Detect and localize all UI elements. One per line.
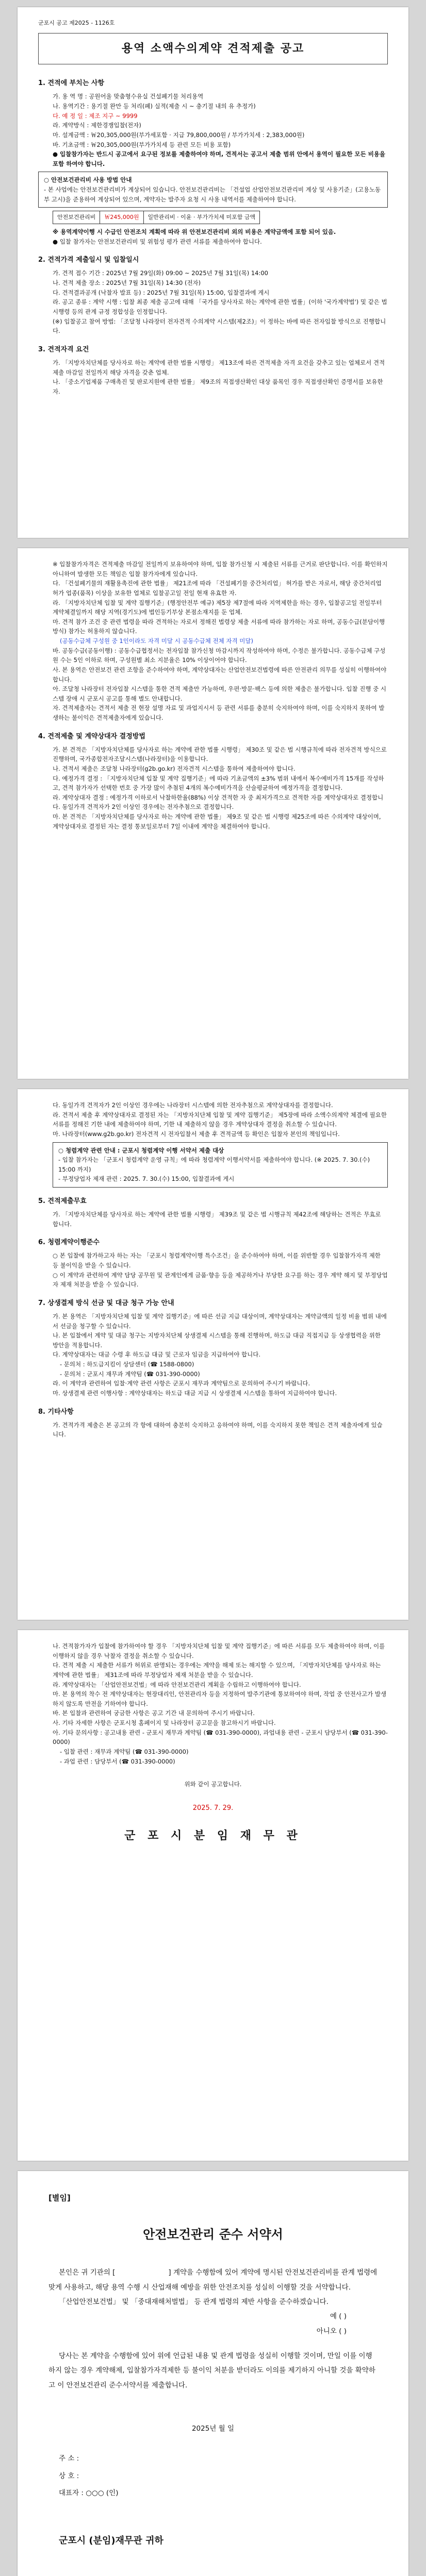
- s7-line-1: 가. 본 용역은 「지방자치단체 입찰 및 계약 집행기준」에 따른 선금 지급 대상이며, 계약상대자는 계약금액의 일정 비율 범위 내에서 선금을 청구할 수 있습니다.: [53, 1312, 387, 1330]
- p4-line-2: 다. 견적 제출 시 제출한 서류가 허위로 판명되는 경우에는 계약을 해제 또는 해지할 수 있으며, 「지방자치단체를 당사자로 하는 계약에 관한 법률」 제31조에 따라 부정당업자 제재 처분을 받을 수 있습니다.: [53, 1662, 383, 1679]
- pledge-date: 2025년 월 일: [191, 2424, 235, 2433]
- pledge-yes: 예 ( ): [330, 2312, 347, 2321]
- s1-line-3: 다. 예 정 일 : 제조 지구 ~ 9999: [53, 112, 138, 120]
- p3-line-2: 라. 견적서 제출 후 계약상대자로 결정된 자는 「지방자치단체 입찰 및 계약 집행기준」 제5장에 따라 소액수의계약 체결에 필요한 서류를 정해진 기한 내에 제출하여야 하며, 기한 내 제출하지 않을 경우 계약상대자 결정을 취소할 수 있습니다.: [53, 1111, 389, 1128]
- document-number: 군포시 공고 제2025 - 1126호: [38, 20, 115, 26]
- s2-line-4: 라. 공고 종류 : 계약 시행 : 입찰 최종 제출 공고에 대해 「국가를 당사자로 하는 계약에 관한 법률」(이하 '국가계약법') 및 같은 법 시행령 등의 관계 규정 정합성을 인정합니다.: [53, 298, 389, 315]
- notice-line-2: - 입찰 참가자는 「군포시 청렴계약 운영 규칙」에 따라 청렴계약 이행서약서를 제출하여야 합니다. (※ 2025. 7. 30.(수) 15:00 까지): [58, 1156, 372, 1173]
- pledge-title: 안전보건관리 준수 서약서: [143, 2227, 283, 2242]
- document-page-5: [18, 2171, 408, 2576]
- p2-line-7: 사. 본 용역은 안전보건 관련 조항을 준수하여야 하며, 계약상대자는 산업안전보건법령에 따른 안전관리 의무를 성실히 이행하여야 합니다.: [53, 666, 388, 683]
- notice-title-box: [38, 33, 388, 65]
- s1-line-1: 가. 용 역 명 : 공원어울 맞춤형수유실 건설폐기물 처리용역: [53, 93, 204, 100]
- s4-line-2: 나. 견적서 제출은 조달청 나라장터(g2b.go.kr) 전자견적 시스템을 통하여 제출하여야 합니다.: [53, 765, 296, 772]
- p2-line-3: 라. 「지방자치단체 입찰 및 계약 집행기준」(행정안전부 예규) 제5장 제7절에 따라 지역제한을 하는 경우, 입찰공고일 전일부터 계약체결일까지 해당 지역(경기도)에 법인등기부상 본점소재지를 둔 업체.: [53, 599, 384, 616]
- section-6-title: 6. 청렴계약이행준수: [38, 1239, 100, 1247]
- s1-line-5: 마. 설계금액 : ￦20,305,000원(부가세포함 · 지급 79,800,000원 / 부가가치세 : 2,383,000원): [53, 131, 305, 139]
- s4-line-1: 가. 본 견적은 「지방자치단체를 당사자로 하는 계약에 관한 법률 시행령」 제30조 및 같은 법 시행규칙에 따라 전자견적 방식으로 진행하며, 국가종합전자조달시스템(나라장터)을 이용합니다.: [53, 745, 389, 763]
- section-7-title: 7. 상생결제 방식 선금 및 대금 청구 가능 안내: [38, 1299, 174, 1307]
- p4-line-5: 바. 본 입찰과 관련하여 궁금한 사항은 공고 기간 내 문의하여 주시기 바랍니다.: [53, 1709, 255, 1717]
- notice-line-3: - 부정당업자 제재 관련 : 2025. 7. 30.(수) 15:00, 입찰결과에 게시: [58, 1175, 235, 1183]
- s1-line-4: 라. 계약방식 : 제한경쟁입찰(전자): [53, 122, 141, 129]
- pledge-body: [48, 2265, 378, 2393]
- s7-line-6: 라. 이 계약과 관련하여 입찰·계약 관련 사항은 군포시 재무과 계약팀으로 문의하여 주시기 바랍니다.: [53, 1380, 310, 1387]
- s5-line-1: 가. 「지방자치단체를 당사자로 하는 계약에 관한 법률 시행령」 제39조 및 같은 법 시행규칙 제42조에 해당하는 견적은 무효로 합니다.: [53, 1211, 383, 1228]
- s7-line-5: - 문의처 : 군포시 재무과 계약팀 (☎ 031-390-0000): [60, 1370, 200, 1378]
- p2-line-4: 마. 견적 참가 조건 중 관련 법령을 따라 견적하는 자로서 정해진 법령상 제출 서류에 따라 참가하는 자로 하며, 공동수급(분담이행방식) 참가는 허용하지 않습니다.: [53, 618, 385, 635]
- table-cell: 안전보건관리비: [53, 211, 100, 224]
- notice-title: 용역 소액수의계약 견적제출 공고: [121, 42, 305, 55]
- s2-line-3: 다. 견적결과공개 (낙찰자 발표 등) : 2025년 7월 31일(목) 15:00, 입찰결과에 게시: [53, 289, 270, 296]
- p3-line-1: 다. 동일가격 견적자가 2인 이상인 경우에는 나라장터 시스템에 의한 전자추첨으로 계약상대자를 결정합니다.: [53, 1101, 333, 1109]
- s6-line-1: ○ 본 입찰에 참가하고자 하는 자는 「군포시 청렴계약이행 특수조건」을 준수하여야 하며, 이를 위반할 경우 입찰참가자격 제한 등 불이익을 받을 수 있습니다.: [53, 1252, 383, 1269]
- s1-line-8: ○ 안전보건관리비 사용 방법 안내: [44, 176, 132, 184]
- s7-line-3: 다. 계약상대자는 대금 수령 후 하도급 대금 및 근로자 임금을 지급하여야 합니다.: [53, 1351, 261, 1359]
- p2-line-9: 자. 견적제출자는 견적서 제출 전 현장 설명 자료 및 과업지시서 등 관련 서류를 충분히 숙지하여야 하며, 이를 숙지하지 못하여 발생하는 불이익은 견적제출자에게 있습니다.: [53, 704, 385, 721]
- issuing-organization: 군 포 시 분 임 재 무 관: [124, 1829, 302, 1842]
- p4-list-2: - 과업 관련 : 담당부서 (☎ 031-390-0000): [60, 1757, 175, 1765]
- s6-line-2: ○ 이 계약과 관련하여 계약 담당 공무원 및 관계인에게 금품·향응 등을 제공하거나 부당한 요구를 하는 경우 계약 해지 및 부정당업자 제재 처분을 받을 수 있습니다.: [53, 1271, 388, 1289]
- s2-line-2: 나. 견적 제출 장소 : 2025년 7월 31일(목) 14:30 (전자): [53, 279, 201, 287]
- integrity-notice-box: [53, 1142, 388, 1188]
- pledge-no: 아니오 ( ): [316, 2327, 347, 2335]
- section-1-title: 1. 견적에 부치는 사항: [38, 79, 105, 88]
- s3-line-1: 가. 「지방자치단체를 당사자로 하는 계약에 관한 법률 시행령」 제13조에 따른 견적제출 자격 요건을 갖추고 있는 업체로서 견적 제출 마감일 전일까지 해당 자격을 갖춘 업체.: [53, 359, 387, 376]
- s1-line-7: ● 입찰참가자는 반드시 공고에서 요구된 정보를 제출하여야 하며, 견적서는 공고서 제출 범위 안에서 용역이 필요한 모든 비용을 포함 하여야 합니다.: [53, 150, 388, 167]
- notice-line-1: ○ 청렴계약 관련 안내 : 군포시 청렴계약 이행 서약서 제출 대상: [58, 1146, 224, 1154]
- closing-text: 위와 같이 공고합니다.: [184, 1781, 242, 1788]
- p2-line-6: 바. 공동수급(공동이행) : 공동수급협정서는 전자입찰 참가신청 마감시까지 작성하여야 하며, 수정은 불가합니다. 공동수급체 구성원 수는 5인 이하로 하며, 구성원별 최소 지분율은 10% 이상이어야 합니다.: [53, 647, 386, 664]
- s4-line-5: 마. 본 견적은 「지방자치단체를 당사자로 하는 계약에 관한 법률」 제9조 및 같은 법 시행령 제25조에 따른 수의계약 대상이며, 계약상대자로 결정된 자는 결정 통보일로부터 7일 이내에 계약을 체결하여야 합니다.: [53, 813, 383, 830]
- s2-line-5: (※) 입찰공고 참여 방법: 「조달청 나라장터 전자견적 수의계약 시스템(제2조)」이 정하는 바에 따른 전자입찰 방식으로 진행합니다.: [53, 317, 386, 335]
- p4-line-1: 나. 견적참가자가 입찰에 참가하여야 할 경우 「지방자치단체 입찰 및 계약 집행기준」에 따른 서류를 모두 제출하여야 하며, 이를 이행하지 않을 경우 낙찰자 결정을 취소할 수 있습니다.: [53, 1642, 387, 1659]
- section-4-title: 4. 견적제출 및 계약상대자 결정방법: [38, 732, 145, 740]
- notice-date: 2025. 7. 29.: [192, 1804, 234, 1812]
- attachment-tag: [별임]: [48, 2193, 71, 2202]
- safety-cost-notice: [38, 172, 388, 208]
- p2-line-8: 아. 조달청 나라장터 전자입찰 시스템을 통한 견적 제출만 가능하며, 우편·방문·팩스 등에 의한 제출은 불가합니다. 입찰 진행 중 시스템 장애 시 군포시 공고를 통해 별도 안내합니다.: [53, 685, 386, 702]
- p4-list-1: - 입찰 관련 : 재무과 계약팀 (☎ 031-390-0000): [60, 1748, 189, 1755]
- p4-line-6: 사. 기타 자세한 사항은 군포시청 홈페이지 및 나라장터 공고문을 참고하시기 바랍니다.: [53, 1719, 276, 1726]
- s1-line-2: 나. 용역기간 : 용기절 완만 등 처리(폐) 실적(제출 시 ~ 충기절 내의 유 추정가): [53, 103, 256, 110]
- s4-line-3: 다. 예정가격 결정 : 「지방자치단체 입찰 및 계약 집행기준」에 따라 기초금액의 ±3% 범위 내에서 복수예비가격 15개를 작성하고, 견적 참가자가 선택한 번호 중 가장 많이 추첨된 4개의 복수예비가격을 산술평균하여 예정가격을 결정합니다.: [53, 774, 384, 792]
- p4-line-3: 라. 계약상대자는 「산업안전보건법」에 따라 안전보건관리 계획을 수립하고 이행하여야 합니다.: [53, 1681, 301, 1688]
- s1-line-6: 바. 기초금액 : ￦20,305,000원(부가가치세 등 관련 모든 비용 포함): [53, 141, 231, 148]
- s1-line-9: - 본 사업에는 안전보건관리비가 계상되어 있습니다. 안전보건관리비는 「건설업 산업안전보건관리비 계상 및 사용기준」(고용노동부 고시)을 준용하여 계상되어 있으며, 계약자는 발주자 요청 시 사용 내역서를 제출하여야 합니다.: [44, 186, 381, 203]
- section-2-title: 2. 견적가격 제출일시 및 입찰일시: [38, 256, 139, 264]
- document-page-3: [18, 1089, 408, 1620]
- document-page-4: [18, 1630, 408, 2161]
- pledge-paragraph-2: 「산업안전보건법」 및 「중대재해처벌법」 등 관계 법령의 제반 사항을 준수하겠습니다.: [59, 2297, 329, 2306]
- p2-line-5: (공동수급체 구성원 중 1인이라도 자격 미달 시 공동수급체 전체 자격 미달): [60, 637, 254, 645]
- company-field: 상 호 :: [59, 2471, 79, 2480]
- s7-line-2: 나. 본 입찰에서 계약 및 대금 청구는 지방자치단체 상생결제 시스템을 통해 진행하며, 하도급 대금 직접지급 등 상생협력을 위한 방안을 적용합니다.: [53, 1332, 383, 1349]
- pledge-paragraph-1: 본인은 귀 기관의 [ ] 계약을 수행함에 있어 계약에 명시된 안전보건관리비를 관계 법령에 맞게 사용하고, 해당 용역 수행 시 산업재해 예방을 위한 안전조치를 성실히 이행할 것을 서약합니다.: [48, 2268, 380, 2292]
- s8-line-1: 가. 견적가격 제출은 본 공고의 각 항에 대하여 충분히 숙지하고 응하여야 하며, 이를 숙지하지 못한 책임은 견적 제출자에게 있습니다.: [53, 1421, 383, 1438]
- p3-line-3: 마. 나라장터(www.g2b.go.kr) 전자견적 시 전자입찰서 제출 후 견적금액 등 확인은 입찰자 본인의 책임입니다.: [53, 1130, 340, 1138]
- pledge-paragraph-3: 당사는 본 계약을 수행함에 있어 위에 언급된 내용 및 관계 법령을 성실히 이행할 것이며, 만일 이를 이행하지 않는 경우 계약해제, 입찰참가자격제한 등 불이익 처분을 받더라도 이의를 제기하지 아니할 것을 확약하고 이 안전보건관리 준수서약서를 제출합니다.: [48, 2351, 375, 2389]
- p2-line-2: 다. 「건설폐기물의 재활용촉진에 관한 법률」 제21조에 따라 「건설폐기물 중간처리업」 허가를 받은 자로서, 해당 중간처리업 허가 업종(품목) 이상을 보유한 업체로 입찰공고일 전일 현재 유효한 자.: [53, 580, 384, 597]
- table-cell: ￦245,000원: [100, 211, 143, 224]
- s1-after-1: ※ 용역계약이행 시 수급인 안전조치 계획에 따라 위 안전보건관리비 외의 비용은 계약금액에 포함 되어 있음.: [53, 228, 336, 236]
- s7-line-7: 마. 상생결제 관련 이행사항 : 계약상대자는 하도급 대금 지급 시 상생결제 시스템을 통하여 지급하여야 합니다.: [53, 1389, 337, 1397]
- pledge-recipient: 군포시 (분임)재무관 귀하: [59, 2535, 163, 2547]
- s4-line-4: 라. 계약상대자 결정 : 예정가격 이하로서 낙찰하한율(88%) 이상 견적한 자 중 최저가격으로 견적한 자를 계약상대자로 결정합니다. 동일가격 견적자가 2인 이상인 경우에는 전자추첨으로 결정합니다.: [53, 793, 384, 811]
- section-8-title: 8. 기타사항: [38, 1408, 74, 1416]
- document-page-1: [18, 7, 408, 538]
- p2-line-1: ※ 입찰참가자격은 견적제출 마감일 전일까지 보유하여야 하며, 입찰 참가신청 시 제출된 서류를 근거로 판단합니다. 이를 확인하지 아니하여 발생한 모든 책임은 입찰 참가자에게 있습니다.: [53, 561, 390, 578]
- section-3-title: 3. 견적자격 요건: [38, 345, 89, 353]
- s1-after-2: ● 입찰 참가자는 안전보건관리비 및 위험성 평가 관련 서류를 제출하여야 합니다.: [53, 238, 262, 245]
- document-page-2: [18, 548, 408, 1079]
- section-5-title: 5. 견적제출무효: [38, 1197, 87, 1205]
- address-field: 주 소 :: [59, 2454, 79, 2463]
- p4-line-4: 마. 본 용역의 착수 전 계약상대자는 현장대리인, 안전관리자 등을 지정하여 발주기관에 통보하여야 하며, 작업 중 안전사고가 발생하지 않도록 만전을 기하여야 합니다.: [53, 1690, 387, 1707]
- representative-field: 대표자 : ○○○ (인): [59, 2489, 119, 2498]
- s7-line-4: - 문의처 : 하도급지킴이 상담센터 (☎ 1588-0800): [60, 1361, 194, 1368]
- p4-line-7: 아. 기타 문의사항 : 공고내용 관련 - 군포시 재무과 계약팀 (☎ 031-390-0000), 과업내용 관련 - 군포시 담당부서 (☎ 031-390-0000): [53, 1728, 388, 1746]
- table-cell: 일반관리비 · 이윤 · 부가가치세 미포함 금액: [143, 211, 260, 224]
- s3-line-2: 나. 「중소기업제품 구매촉진 및 판로지원에 관한 법률」 제9조의 직접생산확인 대상 품목인 경우 직접생산확인 증명서를 보유한 자.: [53, 378, 385, 395]
- table-row: [53, 211, 260, 224]
- signature-block: [48, 2450, 378, 2502]
- s2-line-1: 가. 견적 접수 기간 : 2025년 7월 29일(화) 09:00 ~ 2025년 7월 31일(목) 14:00: [53, 269, 268, 277]
- safety-cost-table: [53, 211, 260, 224]
